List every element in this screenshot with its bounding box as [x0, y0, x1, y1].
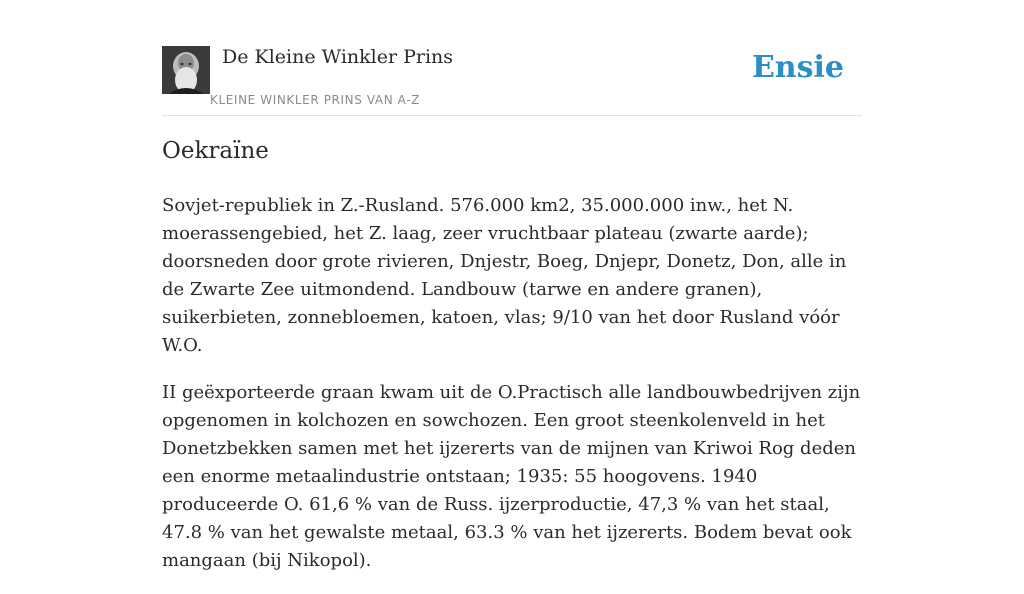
article-paragraph: II geëxporteerde graan kwam uit de O.Practisch alle landbouwbedrijven zijn opgenomen in kolchozen en sowchozen. Een groot steenkolenveld in het Donetzbekken samen met het ijzererts van de mijnen van Kriwoi Rog deden een enorme metaalindustrie ontstaan; 1935: 55 hoogovens. 1940 produceerde O. 61,6 % van de Russ. ijzerproductie, 47,3 % van het staal, 47.8 % van het gewalste metaal, 63.3 % van het ijzererts. Bodem bevat ook mangaan (bij Nikopol). [162, 382, 861, 571]
author-avatar[interactable] [162, 46, 210, 94]
portrait-icon [162, 46, 210, 94]
article-title: Oekraïne [162, 138, 269, 164]
brand-logo[interactable]: Ensie [751, 50, 844, 85]
article-paragraph: Sovjet-republiek in Z.-Rusland. 576.000 km2, 35.000.000 inw., het N. moerassengebied, het Z. laag, zeer vruchtbaar plateau (zwarte aarde); doorsneden door grote rivieren, Dnjestr, Boeg, Dnjepr, Donetz, Don, alle in de Zwarte Zee uitmondend. Landbouw (tarwe en andere granen), suikerbieten, zonnebloemen, katoen, vlas; 9/10 van het door Rusland vóór W.O. [162, 195, 847, 356]
site-header [162, 0, 862, 116]
article-body [162, 192, 862, 594]
site-subtitle[interactable]: KLEINE WINKLER PRINS VAN A-Z [210, 93, 420, 107]
site-title[interactable]: De Kleine Winkler Prins [222, 46, 454, 68]
